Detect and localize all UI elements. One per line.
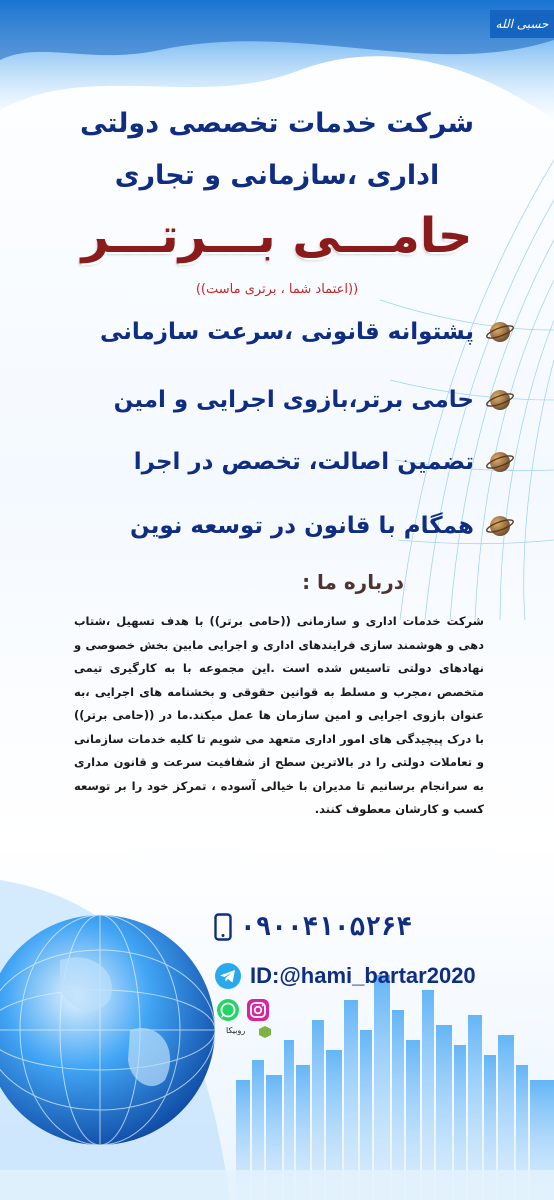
- telegram-id: ID:@hami_bartar2020: [250, 963, 476, 988]
- about-text: شرکت خدمات اداری و سازمانی ((حامی برتر)) با هدف تسهیل ،شتاب دهی و هوشمند سازی فرایندهای اداری و اجرایی مابین بخش خصوصی و نهادهای دولتی تاسیس شده است .این مجموعه با به کارگیری تیمی متخصص ،مجرب و مسلط به قوانین حقوقی و بخشنامه های اجرایی ،به عنوان بازوی اجرایی و امین سازمان ها عمل میکند.ما در ((حامی برتر)) با درک پیچیدگی های امور اداری متعهد می شویم تا کلیه خدمات سازمانی و تعاملات دولتی را در بالاترین سطح از شفافیت سرعت و قانون مداری به سرانجام برسانیم تا مدیران با خیالی آسوده ، تمرکز خود را بر توسعه کسب و کارشان معطوف کنند.: [74, 614, 484, 816]
- feature-item: [34, 448, 514, 476]
- about-heading: درباره ما :: [302, 570, 404, 594]
- phone-number: ۰۹۰۰۴۱۰۵۲۶۴: [240, 912, 413, 942]
- planet-icon: [486, 318, 514, 346]
- brand-name: حامـــی بـــرتـــر: [81, 208, 473, 264]
- rubika-icon[interactable]: [258, 1025, 272, 1039]
- social-icons: [216, 998, 270, 1022]
- feature-text: حامی برتر،بازوی اجرایی و امین: [113, 387, 474, 413]
- whatsapp-icon[interactable]: [216, 998, 240, 1022]
- feature-item: [34, 318, 514, 346]
- feature-text: پشتوانه قانونی ،سرعت سازمانی: [100, 319, 474, 345]
- slogan: ((اعتماد شما ، برتری ماست)): [195, 282, 359, 297]
- feature-text: همگام با قانون در توسعه نوین: [130, 513, 474, 539]
- rubika-label: روبیکا: [226, 1026, 246, 1035]
- feature-text: تضمین اصالت، تخصص در اجرا: [133, 449, 474, 475]
- title-line-1: شرکت خدمات تخصصی دولتی: [79, 108, 475, 139]
- telegram-icon: [214, 962, 242, 990]
- telegram-contact[interactable]: [214, 962, 476, 990]
- instagram-icon[interactable]: [246, 998, 270, 1022]
- feature-item: [34, 386, 514, 414]
- mobile-phone-icon: [214, 913, 232, 941]
- feature-item: [34, 512, 514, 540]
- phone-contact[interactable]: [214, 912, 412, 942]
- planet-icon: [486, 512, 514, 540]
- title-line-2: اداری ،سازمانی و تجاری: [114, 160, 440, 191]
- bismillah-badge: حسبی الله: [490, 10, 554, 38]
- planet-icon: [486, 386, 514, 414]
- planet-icon: [486, 448, 514, 476]
